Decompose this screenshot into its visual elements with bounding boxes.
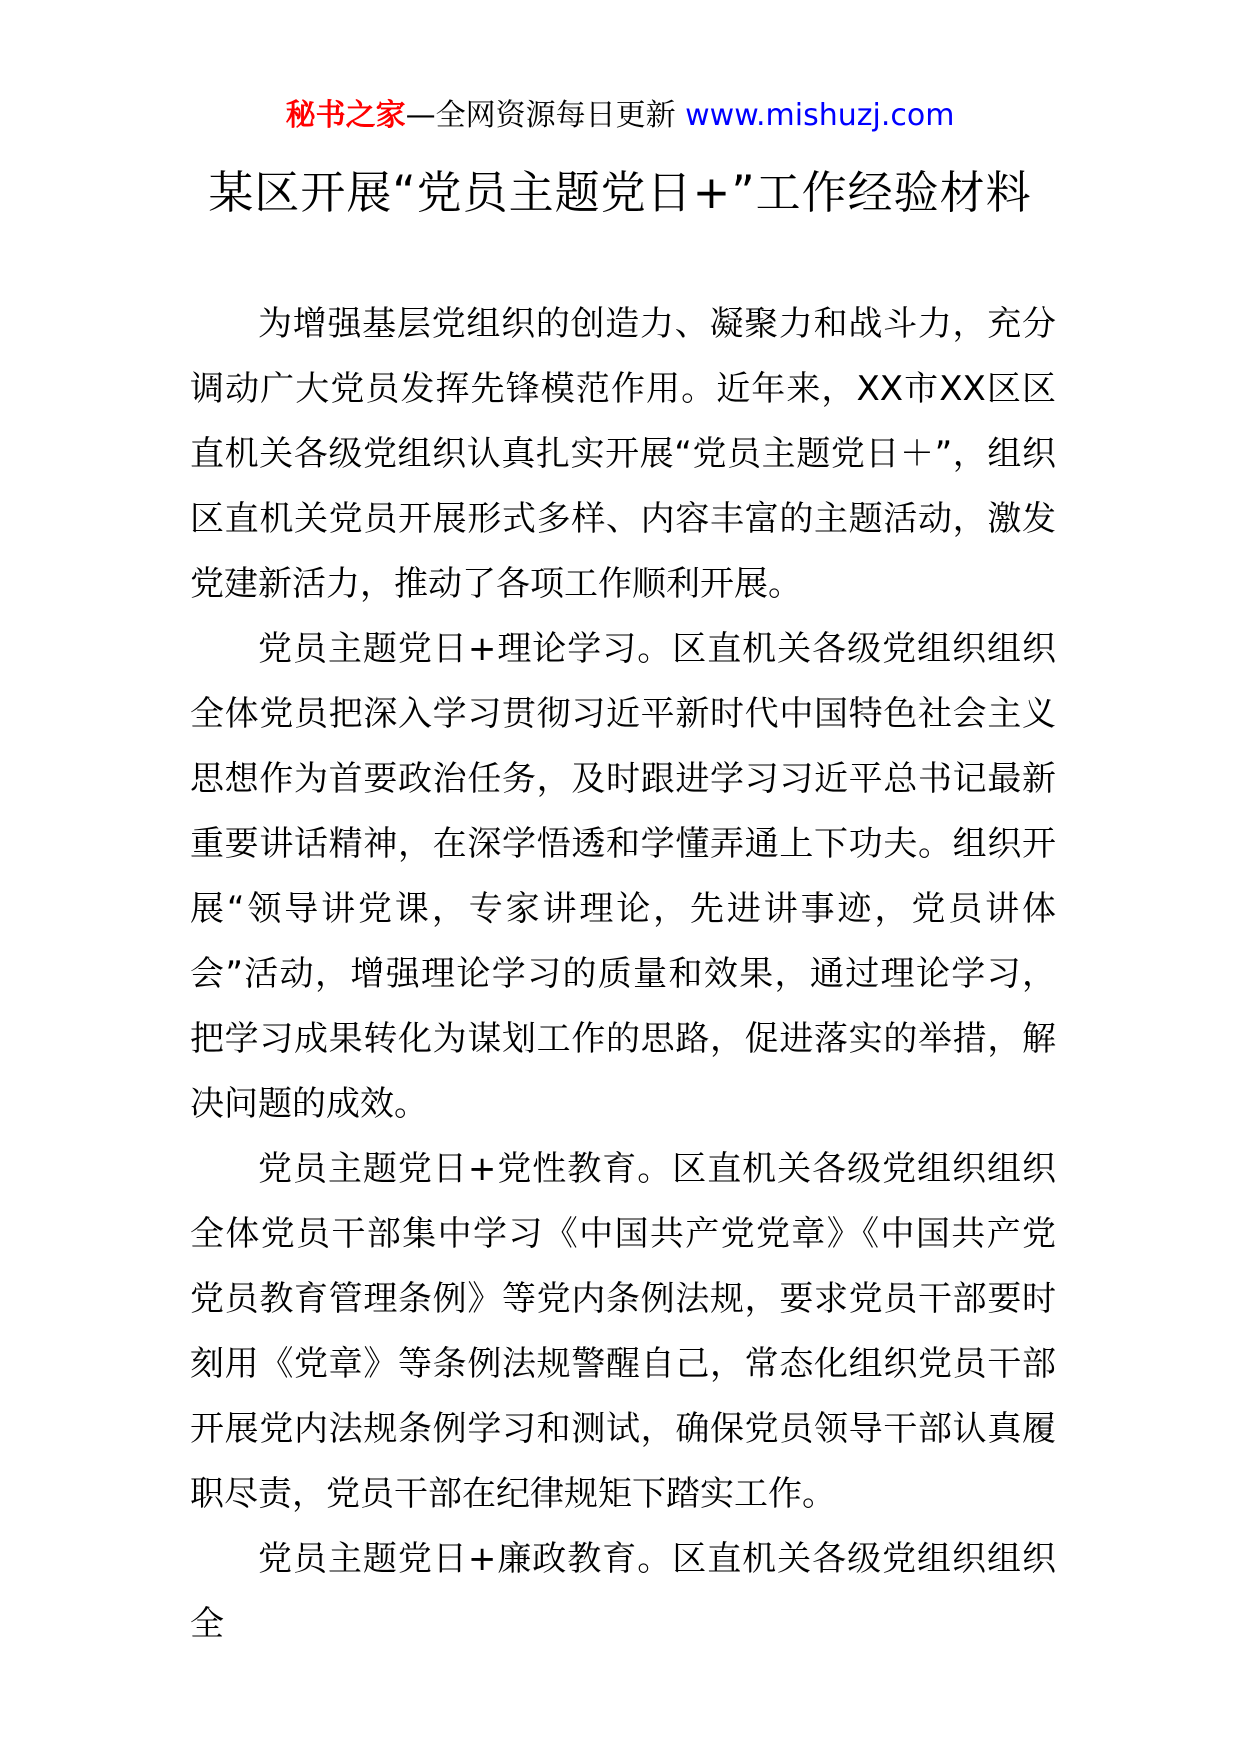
site-slogan: —全网资源每日更新 xyxy=(405,98,676,133)
site-name: 秘书之家 xyxy=(285,98,406,133)
paragraph-intro: 为增强基层党组织的创造力、凝聚力和战斗力，充分调动广大党员发挥先锋模范作用。近年来，XX市XX区区直机关各级党组织认真扎实开展“党员主题党日＋”，组织区直机关党员开展形式多样、内容丰富的主题活动，激发党建新活力，推动了各项工作顺利开展。 xyxy=(190,304,1056,604)
paragraph-theory-study: 党员主题党日+理论学习。区直机关各级党组织组织全体党员把深入学习贯彻习近平新时代中国特色社会主义思想作为首要政治任务，及时跟进学习习近平总书记最新重要讲话精神，在深学悟透和学懂弄通上下功夫。组织开展“领导讲党课，专家讲理论，先进讲事迹，党员讲体会”活动，增强理论学习的质量和效果，通过理论学习，把学习成果转化为谋划工作的思路，促进落实的举措，解决问题的成效。 xyxy=(190,629,1056,1124)
document-body xyxy=(190,292,1056,1657)
paragraph-party-spirit-education: 党员主题党日+党性教育。区直机关各级党组织组织全体党员干部集中学习《中国共产党党章》《中国共产党党员教育管理条例》等党内条例法规，要求党员干部要时刻用《党章》等条例法规警醒自己，常态化组织党员干部开展党内法规条例学习和测试，确保党员领导干部认真履职尽责，党员干部在纪律规矩下踏实工作。 xyxy=(190,1149,1056,1514)
site-header xyxy=(0,96,1240,136)
paragraph-integrity-education: 党员主题党日+廉政教育。区直机关各级党组织组织全 xyxy=(190,1539,1056,1644)
document-title: 某区开展“党员主题党日+”工作经验材料 xyxy=(208,166,1032,219)
site-url-link[interactable]: www.mishuzj.com xyxy=(685,98,955,133)
